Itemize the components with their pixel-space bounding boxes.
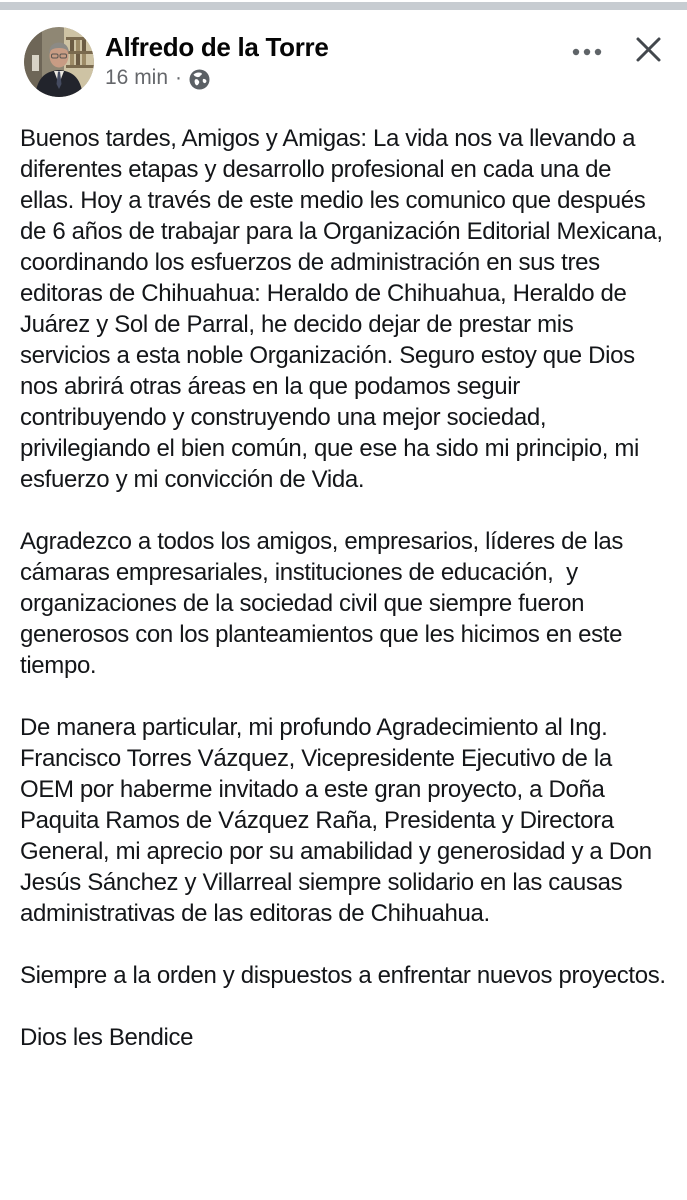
avatar[interactable] — [24, 27, 94, 97]
close-button[interactable] — [634, 35, 663, 67]
ellipsis-icon — [572, 44, 602, 59]
author-name[interactable]: Alfredo de la Torre — [105, 32, 329, 62]
post-content — [20, 123, 670, 1053]
meta-separator: · — [175, 66, 183, 89]
post-paragraph: Dios les Bendice — [20, 1024, 194, 1051]
close-icon — [634, 35, 663, 67]
timestamp[interactable]: 16 min — [105, 66, 169, 89]
top-divider-bar — [0, 2, 687, 10]
post-header — [24, 27, 663, 97]
post-paragraph: Siempre a la orden y dispuestos a enfrentar nuevos proyectos. — [20, 962, 666, 989]
post-paragraph: De manera particular, mi profundo Agradecimiento al Ing. Francisco Torres Vázquez, Vicepresidente Ejecutivo de la OEM por haberme invitado a este gran proyecto, a Doña Paquita Ramos de Vázquez Raña, Presidenta y Directora General, mi aprecio por su amabilidad y generosidad y a Don Jesús Sánchez y Villarreal siempre solidario en las causas administrativas de las editoras de Chihuahua. — [20, 714, 659, 927]
more-options-button[interactable] — [572, 44, 602, 59]
header-actions — [572, 27, 663, 67]
post-paragraph: Buenos tardes, Amigos y Amigas: La vida nos va llevando a diferentes etapas y desarrollo profesional en cada una de ellas. Hoy a través de este medio les comunico que después de 6 años de trabajar para la Organización Editorial Mexicana, coordinando los esfuerzos de administración en sus tres editoras de Chihuahua: Heraldo de Chihuahua, Heraldo de Juárez y Sol de Parral, he decido dejar de prestar mis servicios a esta noble Organización. Seguro estoy que Dios nos abrirá otras áreas en la que podamos seguir contribuyendo y construyendo una mejor sociedad, privilegiando el bien común, que ese ha sido mi principio, mi esfuerzo y mi convicción de Vida. — [20, 125, 670, 493]
post-paragraph: Agradezco a todos los amigos, empresarios, líderes de las cámaras empresariales, instituciones de educación, y organizaciones de la sociedad civil que siempre fueron generosos con los planteamientos que les hicimos en este tiempo. — [20, 528, 630, 679]
globe-icon — [189, 69, 210, 90]
post-header-text — [105, 27, 564, 90]
post-meta[interactable] — [105, 66, 564, 90]
